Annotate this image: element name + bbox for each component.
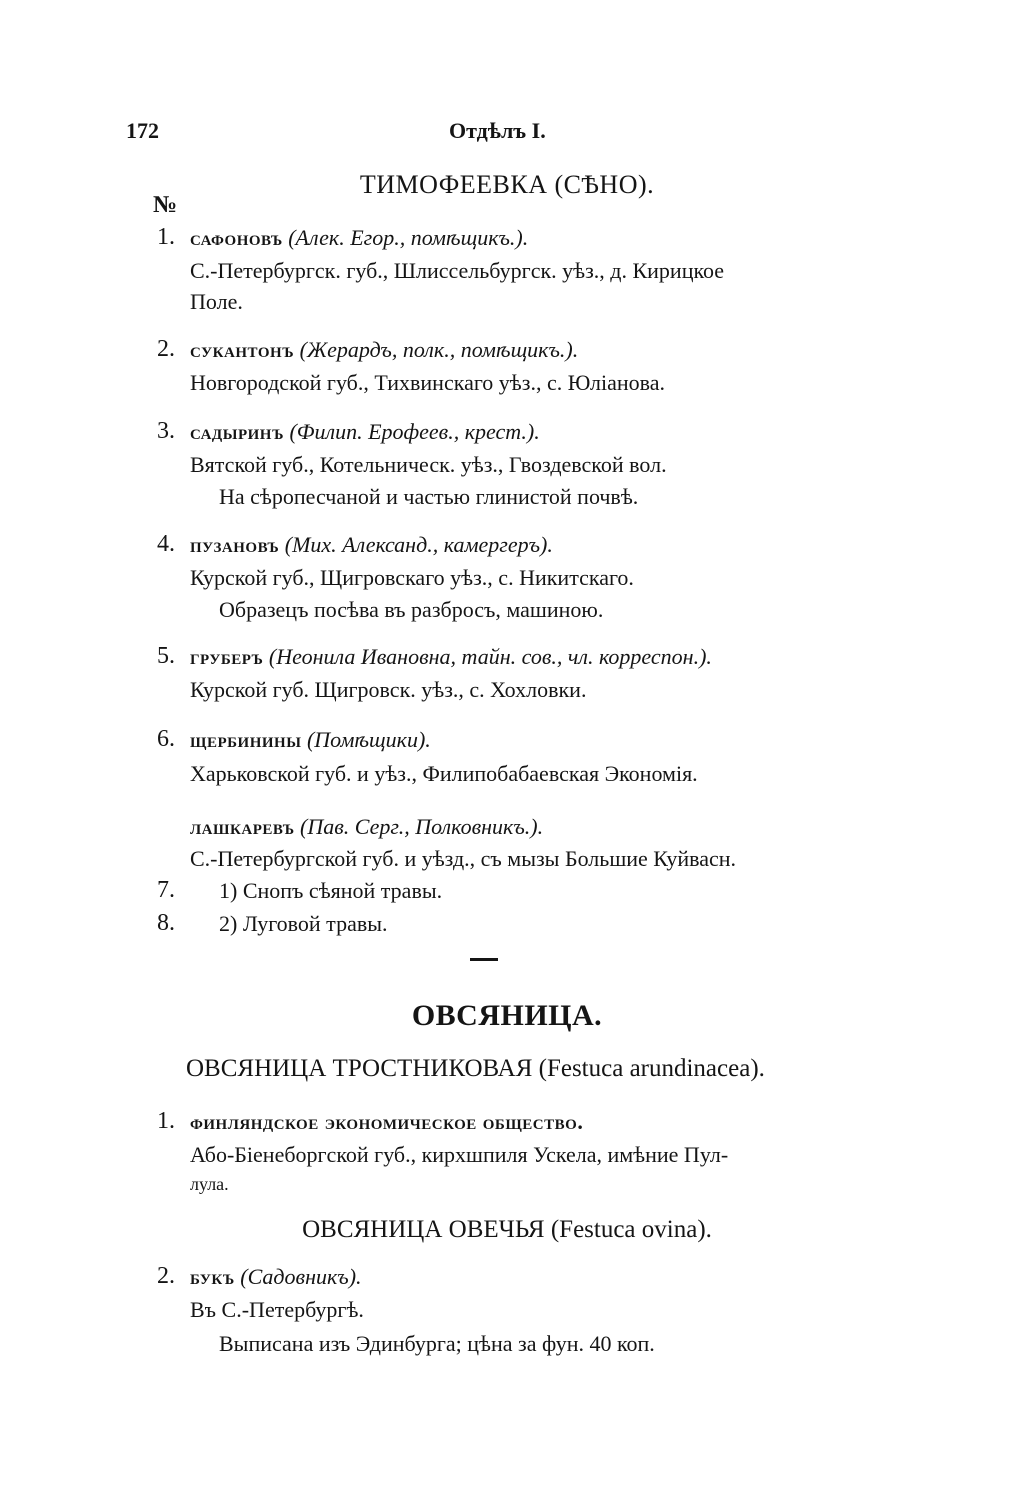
entry-number: 1. [157,1108,175,1134]
entry-number: 6. [157,726,175,752]
exhibitor-name: лашкаревъ [190,814,295,839]
exhibitor-name: пузановъ [190,532,280,557]
entry-line: лула. [190,1174,229,1194]
entry-number: 8. [157,910,175,936]
running-title: Отдѣлъ I. [449,118,546,143]
exhibitor-name: финляндское экономическое общество. [190,1109,584,1134]
exhibitor-detail: (Алек. Егор., помѣщикъ.). [288,225,529,250]
entry-heading [190,532,553,558]
entry-number: 3. [157,418,175,444]
exhibitor-name: букъ [190,1264,235,1289]
entry-line: Або-Біенеборгской губ., кирхшпиля Ускела, имѣние Пул- [190,1142,729,1167]
exhibitor-name: сукантонъ [190,337,295,362]
exhibitor-detail: (Мих. Александ., камергеръ). [284,532,553,557]
entry-heading [190,337,578,363]
entry-heading [190,727,431,753]
entry-heading [190,419,540,445]
entry-line: Курской губ. Щигровск. уѣз., с. Хохловки. [190,677,587,702]
entry-number: 2. [157,336,175,362]
section-title-timofeevka: ТИМОФЕЕВКА (СѢНО). [359,170,655,199]
entry-note: На сѣропесчаной и частью глинистой почвѣ. [219,484,639,509]
exhibitor-detail: (Помѣщики). [306,727,431,752]
entry-number: 5. [157,643,175,669]
exhibitor-name: груберъ [190,644,264,669]
exhibitor-detail: (Жерардъ, полк., помѣщикъ.). [299,337,579,362]
entry-number: 2. [157,1263,175,1289]
entry-number: 4. [157,531,175,557]
subsection-title: ОВСЯНИЦА ОВЕЧЬЯ (Festuca ovina). [302,1216,712,1243]
section-divider [470,958,498,961]
exhibitor-name: садыринъ [190,419,284,444]
exhibitor-name: щербинины [190,727,302,752]
entry-line: Въ С.-Петербургѣ. [190,1297,364,1322]
entry-heading [190,1264,362,1290]
entry-line: Курской губ., Щигровскаго уѣз., с. Никитскаго. [190,565,634,590]
entry-line: Новгородской губ., Тихвинскаго уѣз., с. Юліанова. [190,370,666,395]
entry-item: 1) Снопъ сѣяной травы. [219,878,443,903]
entry-line: Харьковской губ. и уѣз., Филипобабаевская Экономія. [190,761,698,786]
number-sign: № [153,192,178,218]
section-title-ovsyanitsa: ОВСЯНИЦА. [411,999,603,1032]
subsection-title: ОВСЯНИЦА ТРОСТНИКОВАЯ (Festuca arundinacea). [186,1055,765,1082]
entry-line: Поле. [190,289,243,314]
exhibitor-detail: (Филип. Ерофеев., крест.). [289,419,540,444]
entry-note: Выписана изъ Эдинбурга; цѣна за фун. 40 коп. [219,1331,655,1356]
page-number: 172 [126,118,159,143]
exhibitor-detail: (Садовникъ). [240,1264,362,1289]
exhibitor-name: сафоновъ [190,225,283,250]
entry-number: 1. [157,224,175,250]
entry-line: С.-Петербургской губ. и уѣзд., съ мызы Большие Куйвасн. [190,846,736,871]
entry-note: Образецъ посѣва въ разбросъ, машиною. [219,597,604,622]
entry-heading [190,1109,583,1135]
entry-heading [190,814,543,840]
entry-number: 7. [157,877,175,903]
entry-item: 2) Луговой травы. [219,911,388,936]
exhibitor-detail: (Неонила Ивановна, тайн. сов., чл. корреспон.). [268,644,712,669]
entry-line: С.-Петербургск. губ., Шлиссельбургск. уѣз., д. Кирицкое [190,258,725,283]
entry-heading [190,644,712,670]
entry-heading [190,225,528,251]
exhibitor-detail: (Пав. Серг., Полковникъ.). [300,814,544,839]
entry-line: Вятской губ., Котельническ. уѣз., Гвоздевской вол. [190,452,667,477]
